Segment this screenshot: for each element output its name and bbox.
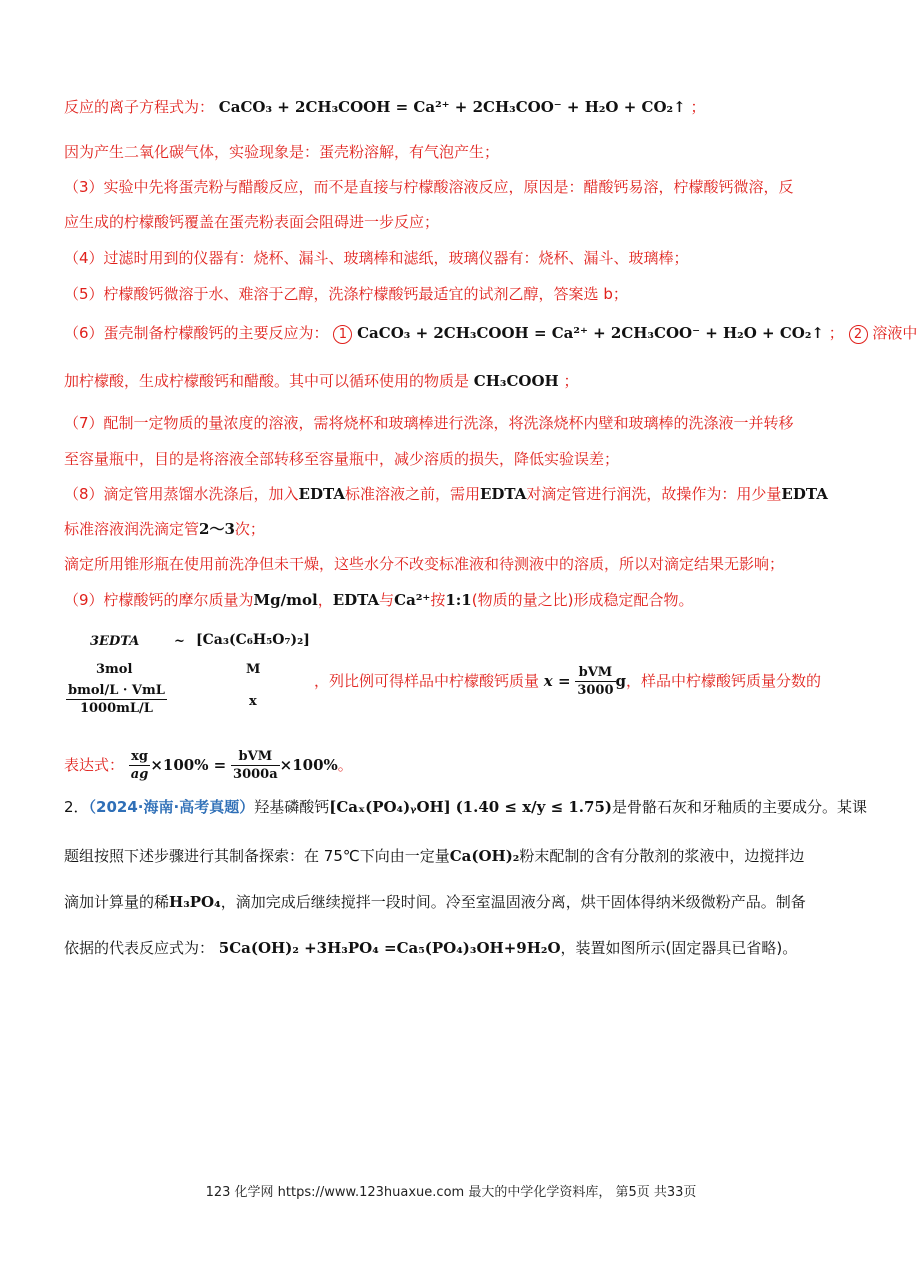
p8b-2: 次； — [234, 520, 265, 538]
line-p8c: 滴定所用锥形瓶在使用前洗净但未干燥，这些水分不改变标准液和待测液中的溶质，所以对滴定结果无影响； — [64, 555, 785, 573]
ratio-table — [66, 628, 316, 728]
line-p11 — [64, 748, 353, 783]
q2-chem2: (1.40 ≤ x/y ≤ 1.75) — [455, 798, 612, 816]
q2b-1: 题组按照下述步骤进行其制备探索：在 75℃下向由一定量 — [64, 847, 450, 865]
tbl-r1-c1: 3EDTA — [90, 634, 140, 649]
q2d-2: ，装置如图所示(固定器具已省略)。 — [560, 939, 798, 957]
tbl-r3-num: bmol/L · VmL — [68, 683, 165, 698]
line-p1 — [64, 97, 705, 117]
p9-chem4: 1:1 — [445, 591, 472, 609]
p11-dot: 。 — [337, 756, 353, 774]
line-p10 — [314, 664, 821, 699]
p6-mid: ； — [828, 324, 844, 342]
tbl-r2-c3: M — [246, 662, 261, 677]
p8b-1: 标准溶液润洗滴定管 — [64, 520, 200, 538]
q2c-2: ，滴加完成后继续搅拌一段时间。冷至室温固液分离，烘干固体得纳米级微粉产品。制备 — [220, 893, 806, 911]
tbl-r2-c1: 3mol — [96, 662, 133, 677]
line-p4: （4）过滤时用到的仪器有：烧杯、漏斗、玻璃棒和滤纸，玻璃仪器有：烧杯、漏斗、玻璃棒； — [64, 249, 689, 267]
p10-2: ，样品中柠檬酸钙质量分数的 — [626, 672, 822, 690]
line-q2b — [64, 846, 804, 866]
q2-source: （2024·海南·高考真题） — [88, 798, 255, 816]
line-p9 — [64, 590, 693, 610]
q2d-1: 依据的代表反应式为： — [64, 939, 215, 957]
line-p6b — [64, 371, 579, 391]
tbl-r1-c2: ~ — [174, 634, 185, 649]
p6b-chem: CH₃COOH — [473, 372, 559, 390]
p9-5: (物质的量之比)形成稳定配合物。 — [471, 591, 694, 609]
p9-chem3: Ca²⁺ — [394, 591, 431, 609]
p11-frac2 — [231, 748, 280, 783]
p11-end: ×100% — [279, 756, 338, 774]
line-p3b: 应生成的柠檬酸钙覆盖在蛋壳粉表面会阻碍进一步反应； — [64, 213, 440, 231]
page-footer: 123 化学网 https://www.123huaxue.com 最大的中学化学资料库， 第5页 共33页 — [205, 1185, 697, 1200]
p10-frac — [575, 664, 615, 699]
circled-number-2: 2 — [849, 325, 868, 344]
line-q2 — [64, 797, 867, 817]
p11-f1-num: xg — [129, 748, 151, 766]
p9-2: ， — [317, 591, 333, 609]
p11-mid: ×100% = — [150, 756, 227, 774]
p10-x: x = — [543, 672, 571, 690]
p6-end: 溶液中 — [872, 324, 917, 342]
line-p7b: 至容量瓶中，目的是将溶液全部转移至容量瓶中，减少溶质的损失，降低实验误差； — [64, 450, 620, 468]
p10-1: ，列比例可得样品中柠檬酸钙质量 — [314, 672, 540, 690]
p6b-text: 加柠檬酸，生成柠檬酸钙和醋酸。其中可以循环使用的物质是 — [64, 372, 470, 390]
p8b-chem: 2～3 — [199, 520, 235, 538]
p8a-3: 对滴定管进行润洗，故操作为：用少量 — [526, 485, 782, 503]
p1-label: 反应的离子方程式为： — [64, 98, 215, 116]
p11-f2-den: 3000a — [233, 767, 278, 782]
p1-end: ； — [690, 98, 706, 116]
p8a-1: （8）滴定管用蒸馏水洗涤后，加入 — [64, 485, 299, 503]
p11-f1-den: ag — [130, 767, 149, 782]
line-p6 — [64, 323, 917, 344]
p10-frac-num: bVM — [575, 664, 615, 682]
p6-label: （6）蛋壳制备柠檬酸钙的主要反应为： — [64, 324, 329, 342]
line-q2d — [64, 938, 797, 958]
edta-2: EDTA — [479, 485, 527, 503]
p11-label: 表达式： — [64, 756, 125, 774]
line-q2c — [64, 892, 806, 912]
q2c-chem: H₃PO₄ — [169, 893, 221, 911]
circled-number-1: 1 — [333, 325, 352, 344]
p8a-2: 标准溶液之前，需用 — [344, 485, 480, 503]
q2-number: 2． — [64, 798, 89, 816]
line-p2: 因为产生二氧化碳气体，实验现象是：蛋壳粉溶解，有气泡产生； — [64, 143, 500, 161]
tbl-r3-c3: x — [249, 694, 257, 709]
p11-f2-num: bVM — [231, 748, 280, 766]
p9-3: 与 — [379, 591, 395, 609]
q2-1: 羟基磷酸钙 — [254, 798, 330, 816]
q2-chem1: [Caₓ(PO₄)ᵧOH] — [329, 798, 451, 816]
q2-2: 是骨骼石灰和牙釉质的主要成分。某课 — [612, 798, 868, 816]
tbl-r1-c3: [Ca₃(C₆H₅O₇)₂] — [196, 632, 310, 648]
edta-3: EDTA — [781, 485, 828, 503]
p9-1: （9）柠檬酸钙的摩尔质量为 — [64, 591, 254, 609]
q2b-chem: Ca(OH)₂ — [449, 847, 520, 865]
p9-chem1: Mg/mol — [253, 591, 318, 609]
p10-frac-den: 3000 — [577, 683, 614, 698]
p9-4: 按 — [430, 591, 446, 609]
reaction-equation-2: CaCO₃ + 2CH₃COOH = Ca²⁺ + 2CH₃COO⁻ + H₂O + CO₂↑ — [357, 324, 824, 342]
p10-g: g — [615, 672, 626, 690]
line-p3a: （3）实验中先将蛋壳粉与醋酸反应，而不是直接与柠檬酸溶液反应，原因是：醋酸钙易溶，柠檬酸钙微溶，反 — [64, 178, 794, 196]
p11-frac1 — [129, 748, 151, 783]
line-p7a: （7）配制一定物质的量浓度的溶液，需将烧杯和玻璃棒进行洗涤，将洗涤烧杯内壁和玻璃棒的洗涤液一并转移 — [64, 414, 794, 432]
q2d-chem: 5Ca(OH)₂ +3H₃PO₄ =Ca₅(PO₄)₃OH+9H₂O — [218, 939, 561, 957]
line-p5: （5）柠檬酸钙微溶于水、难溶于乙醇，洗涤柠檬酸钙最适宜的试剂乙醇，答案选 b； — [64, 285, 628, 303]
reaction-equation: CaCO₃ + 2CH₃COOH = Ca²⁺ + 2CH₃COO⁻ + H₂O + CO₂↑ — [218, 98, 686, 116]
p6b-end: ； — [563, 372, 579, 390]
q2c-1: 滴加计算量的稀 — [64, 893, 170, 911]
tbl-r3-den: 1000mL/L — [79, 701, 153, 716]
tbl-r3-frac — [66, 682, 167, 717]
p9-chem2: EDTA — [332, 591, 380, 609]
line-p8a — [64, 484, 828, 504]
edta-1: EDTA — [298, 485, 345, 503]
line-p8b — [64, 519, 265, 539]
q2b-2: 粉末配制的含有分散剂的浆液中，边搅拌边 — [519, 847, 805, 865]
